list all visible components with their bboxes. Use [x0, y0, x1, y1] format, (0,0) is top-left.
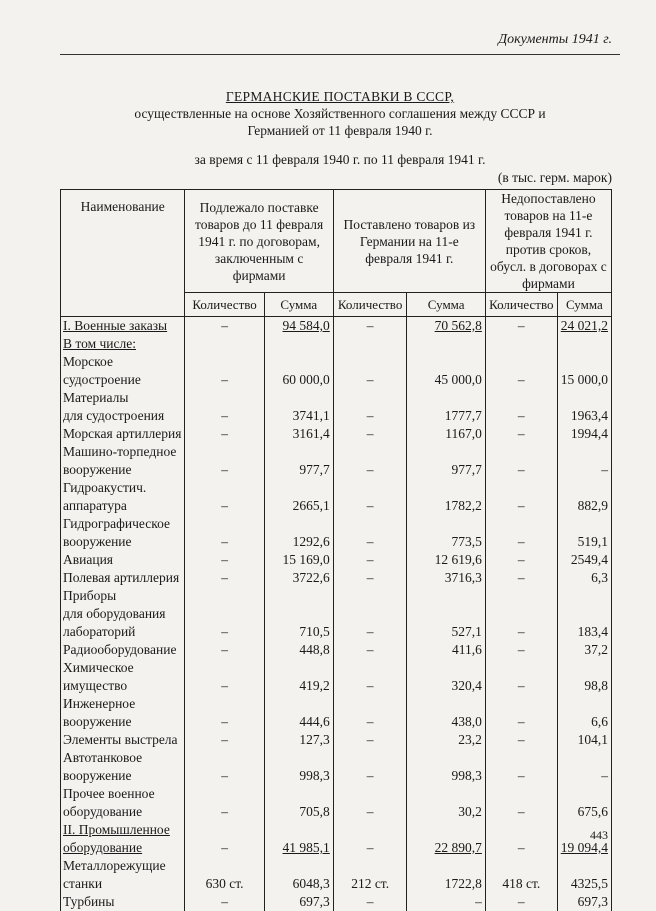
title-line-2: осуществленные на основе Хозяйственного соглашения между СССР и — [60, 105, 620, 122]
cell-sum: 6048,3 — [264, 857, 333, 893]
row-name-line: имущество — [63, 677, 181, 695]
cell-sum: 1722,8 — [407, 857, 485, 893]
header-group-undelivered: Недопоставлено товаров на 11-е февраля 1941 г. против сроков, обусл. в договорах с фирмами — [485, 190, 611, 293]
cell-sum: – — [407, 893, 485, 911]
cell-sum: 15 000,0 — [557, 353, 611, 389]
table-row — [61, 587, 612, 641]
row-name — [61, 695, 185, 731]
row-name — [61, 515, 185, 551]
cell-quantity: – — [185, 569, 264, 587]
header-group-delivered: Поставлено товаров из Германии на 11-е февраля 1941 г. — [333, 190, 485, 293]
cell-quantity: – — [185, 731, 264, 749]
row-name-line: Машино-торпедное — [63, 443, 181, 461]
row-name-line: Химическое — [63, 659, 181, 677]
cell-sum: 3161,4 — [264, 425, 333, 443]
row-name — [61, 443, 185, 479]
table-row — [61, 695, 612, 731]
header-rule — [60, 54, 620, 55]
cell-quantity: – — [485, 515, 557, 551]
table-row — [61, 551, 612, 569]
table-row — [61, 443, 612, 479]
row-name-line: станки — [63, 875, 181, 893]
cell-sum: 3722,6 — [264, 569, 333, 587]
row-name-line: Прочее военное — [63, 785, 181, 803]
row-name-line: Элементы выстрела — [63, 731, 181, 749]
cell-sum: 19 094,4 — [557, 821, 611, 857]
cell-sum: 1292,6 — [264, 515, 333, 551]
table-row — [61, 353, 612, 389]
header-name: Наименование — [61, 190, 185, 317]
cell-sum: 448,8 — [264, 641, 333, 659]
table-row — [61, 821, 612, 857]
cell-sum: 1963,4 — [557, 389, 611, 425]
cell-sum: 419,2 — [264, 659, 333, 695]
row-name — [61, 317, 185, 336]
table-row — [61, 317, 612, 336]
table-body — [61, 317, 612, 911]
cell-quantity: – — [333, 749, 407, 785]
cell-sum: 998,3 — [407, 749, 485, 785]
header-qty: Количество — [185, 293, 264, 317]
cell-quantity: – — [185, 659, 264, 695]
row-name-line: для оборудования — [63, 605, 181, 623]
row-name — [61, 335, 185, 353]
cell-quantity: – — [185, 749, 264, 785]
cell-sum: 998,3 — [264, 749, 333, 785]
table-row — [61, 659, 612, 695]
header-qty: Количество — [485, 293, 557, 317]
table-row — [61, 335, 612, 353]
row-name-line: II. Промышленное — [63, 821, 181, 839]
row-name-line: вооружение — [63, 713, 181, 731]
row-name-line: Морская артиллерия — [63, 425, 181, 443]
cell-quantity: – — [333, 659, 407, 695]
cell-quantity: – — [333, 731, 407, 749]
row-name-line: Турбины — [63, 893, 181, 911]
row-name-line: Гидрографическое — [63, 515, 181, 533]
cell-sum: 3716,3 — [407, 569, 485, 587]
cell-quantity: 418 ст. — [485, 857, 557, 893]
row-name — [61, 641, 185, 659]
cell-quantity: – — [333, 389, 407, 425]
cell-quantity: – — [485, 551, 557, 569]
header-qty: Количество — [333, 293, 407, 317]
cell-sum — [557, 335, 611, 353]
cell-quantity: – — [185, 551, 264, 569]
cell-sum: 37,2 — [557, 641, 611, 659]
cell-sum: 1777,7 — [407, 389, 485, 425]
cell-quantity: – — [185, 785, 264, 821]
cell-sum: 882,9 — [557, 479, 611, 515]
row-name — [61, 857, 185, 893]
cell-sum: 98,8 — [557, 659, 611, 695]
cell-sum: 710,5 — [264, 587, 333, 641]
cell-quantity: – — [485, 317, 557, 336]
cell-quantity: – — [333, 695, 407, 731]
cell-quantity: – — [485, 389, 557, 425]
cell-quantity: – — [333, 443, 407, 479]
cell-sum — [407, 335, 485, 353]
row-name-line: вооружение — [63, 767, 181, 785]
cell-quantity: – — [333, 569, 407, 587]
row-name-line: Гидроакустич. — [63, 479, 181, 497]
cell-sum: 411,6 — [407, 641, 485, 659]
cell-sum: 2549,4 — [557, 551, 611, 569]
row-name-line: В том числе: — [63, 335, 181, 353]
period-line: за время с 11 февраля 1940 г. по 11 февраля 1941 г. — [60, 152, 620, 168]
cell-sum: 977,7 — [264, 443, 333, 479]
row-name-line: вооружение — [63, 533, 181, 551]
cell-quantity: – — [333, 785, 407, 821]
cell-sum: 438,0 — [407, 695, 485, 731]
cell-sum: 705,8 — [264, 785, 333, 821]
cell-quantity: – — [485, 479, 557, 515]
cell-quantity: – — [485, 731, 557, 749]
row-name — [61, 731, 185, 749]
cell-quantity: – — [185, 587, 264, 641]
row-name-line: Радиооборудование — [63, 641, 181, 659]
cell-sum: 4325,5 — [557, 857, 611, 893]
cell-quantity: – — [485, 353, 557, 389]
cell-sum: 519,1 — [557, 515, 611, 551]
cell-quantity: – — [185, 317, 264, 336]
table-row — [61, 857, 612, 893]
cell-sum: 444,6 — [264, 695, 333, 731]
row-name-line: Авиация — [63, 551, 181, 569]
cell-quantity: – — [485, 695, 557, 731]
cell-quantity: 630 ст. — [185, 857, 264, 893]
cell-sum: 23,2 — [407, 731, 485, 749]
running-head: Документы 1941 г. — [498, 32, 612, 48]
cell-sum: 1167,0 — [407, 425, 485, 443]
cell-quantity — [485, 335, 557, 353]
row-name — [61, 425, 185, 443]
cell-quantity: – — [185, 479, 264, 515]
table-row — [61, 389, 612, 425]
cell-sum: 3741,1 — [264, 389, 333, 425]
row-name-line: оборудование — [63, 839, 181, 857]
row-name — [61, 893, 185, 911]
table-title — [60, 88, 620, 139]
table-row — [61, 731, 612, 749]
cell-sum — [264, 335, 333, 353]
cell-quantity: – — [185, 515, 264, 551]
table-row — [61, 785, 612, 821]
cell-sum: 60 000,0 — [264, 353, 333, 389]
cell-sum: 41 985,1 — [264, 821, 333, 857]
row-name — [61, 659, 185, 695]
cell-sum: 30,2 — [407, 785, 485, 821]
cell-sum: 697,3 — [557, 893, 611, 911]
row-name-line: лабораторий — [63, 623, 181, 641]
row-name — [61, 551, 185, 569]
table-row — [61, 425, 612, 443]
row-name — [61, 785, 185, 821]
header-group-due: Подлежало поставке товаров до 11 февраля 1941 г. по договорам, заключенным с фирмами — [185, 190, 333, 293]
row-name-line: Инженерное — [63, 695, 181, 713]
cell-sum: 977,7 — [407, 443, 485, 479]
cell-quantity: – — [333, 353, 407, 389]
cell-sum: 24 021,2 — [557, 317, 611, 336]
table-row — [61, 893, 612, 911]
cell-sum: 1994,4 — [557, 425, 611, 443]
cell-sum: 45 000,0 — [407, 353, 485, 389]
units-note: (в тыс. герм. марок) — [498, 170, 612, 186]
cell-quantity: – — [485, 785, 557, 821]
table-row — [61, 515, 612, 551]
cell-sum: – — [557, 749, 611, 785]
row-name-line: Материалы — [63, 389, 181, 407]
cell-quantity: – — [485, 443, 557, 479]
cell-quantity: – — [185, 389, 264, 425]
cell-quantity: – — [333, 515, 407, 551]
cell-sum: 127,3 — [264, 731, 333, 749]
cell-quantity: – — [185, 893, 264, 911]
cell-sum: 104,1 — [557, 731, 611, 749]
cell-quantity: – — [333, 893, 407, 911]
cell-quantity: – — [333, 479, 407, 515]
cell-sum: 6,6 — [557, 695, 611, 731]
cell-quantity: – — [485, 587, 557, 641]
title-line-3: Германией от 11 февраля 1940 г. — [60, 122, 620, 139]
cell-quantity — [333, 335, 407, 353]
cell-quantity: – — [185, 821, 264, 857]
cell-quantity: – — [485, 641, 557, 659]
cell-sum: 697,3 — [264, 893, 333, 911]
row-name-line: оборудование — [63, 803, 181, 821]
row-name-line: Металлорежущие — [63, 857, 181, 875]
table-row — [61, 569, 612, 587]
cell-quantity: – — [485, 893, 557, 911]
row-name-line: Морское — [63, 353, 181, 371]
row-name-line: аппаратура — [63, 497, 181, 515]
cell-sum: 527,1 — [407, 587, 485, 641]
cell-quantity: – — [485, 569, 557, 587]
cell-quantity — [185, 335, 264, 353]
row-name — [61, 353, 185, 389]
row-name — [61, 479, 185, 515]
cell-sum: 2665,1 — [264, 479, 333, 515]
table-row — [61, 479, 612, 515]
cell-quantity: – — [333, 425, 407, 443]
row-name-line: Автотанковое — [63, 749, 181, 767]
cell-quantity: – — [485, 425, 557, 443]
cell-quantity: – — [333, 587, 407, 641]
cell-quantity: – — [333, 821, 407, 857]
cell-sum: 12 619,6 — [407, 551, 485, 569]
title-line-1: ГЕРМАНСКИЕ ПОСТАВКИ В СССР, — [60, 88, 620, 105]
cell-sum: – — [557, 443, 611, 479]
cell-quantity: – — [333, 641, 407, 659]
row-name — [61, 821, 185, 857]
cell-quantity: – — [185, 641, 264, 659]
row-name-line: вооружение — [63, 461, 181, 479]
cell-quantity: – — [185, 353, 264, 389]
cell-quantity: – — [333, 551, 407, 569]
header-sum: Сумма — [557, 293, 611, 317]
row-name — [61, 569, 185, 587]
deliveries-table — [60, 189, 612, 911]
cell-sum: 773,5 — [407, 515, 485, 551]
cell-sum: 6,3 — [557, 569, 611, 587]
cell-sum: 15 169,0 — [264, 551, 333, 569]
cell-quantity: – — [485, 659, 557, 695]
cell-sum: 183,4 — [557, 587, 611, 641]
row-name-line: Полевая артиллерия — [63, 569, 181, 587]
cell-sum: 1782,2 — [407, 479, 485, 515]
row-name-line: I. Военные заказы — [63, 317, 181, 335]
row-name-line: для судостроения — [63, 407, 181, 425]
cell-quantity: – — [333, 317, 407, 336]
cell-quantity: 212 ст. — [333, 857, 407, 893]
row-name — [61, 389, 185, 425]
row-name — [61, 587, 185, 641]
table-row — [61, 641, 612, 659]
cell-sum: 94 584,0 — [264, 317, 333, 336]
table-row — [61, 749, 612, 785]
cell-sum: 320,4 — [407, 659, 485, 695]
header-sum: Сумма — [407, 293, 485, 317]
row-name-line: судостроение — [63, 371, 181, 389]
cell-quantity: – — [185, 695, 264, 731]
header-sum: Сумма — [264, 293, 333, 317]
row-name — [61, 749, 185, 785]
cell-sum: 675,6 — [557, 785, 611, 821]
cell-quantity: – — [185, 443, 264, 479]
cell-quantity: – — [485, 749, 557, 785]
cell-quantity: – — [185, 425, 264, 443]
page-number: 443 — [590, 828, 608, 843]
cell-sum: 22 890,7 — [407, 821, 485, 857]
row-name-line: Приборы — [63, 587, 181, 605]
cell-quantity: – — [485, 821, 557, 857]
cell-sum: 70 562,8 — [407, 317, 485, 336]
